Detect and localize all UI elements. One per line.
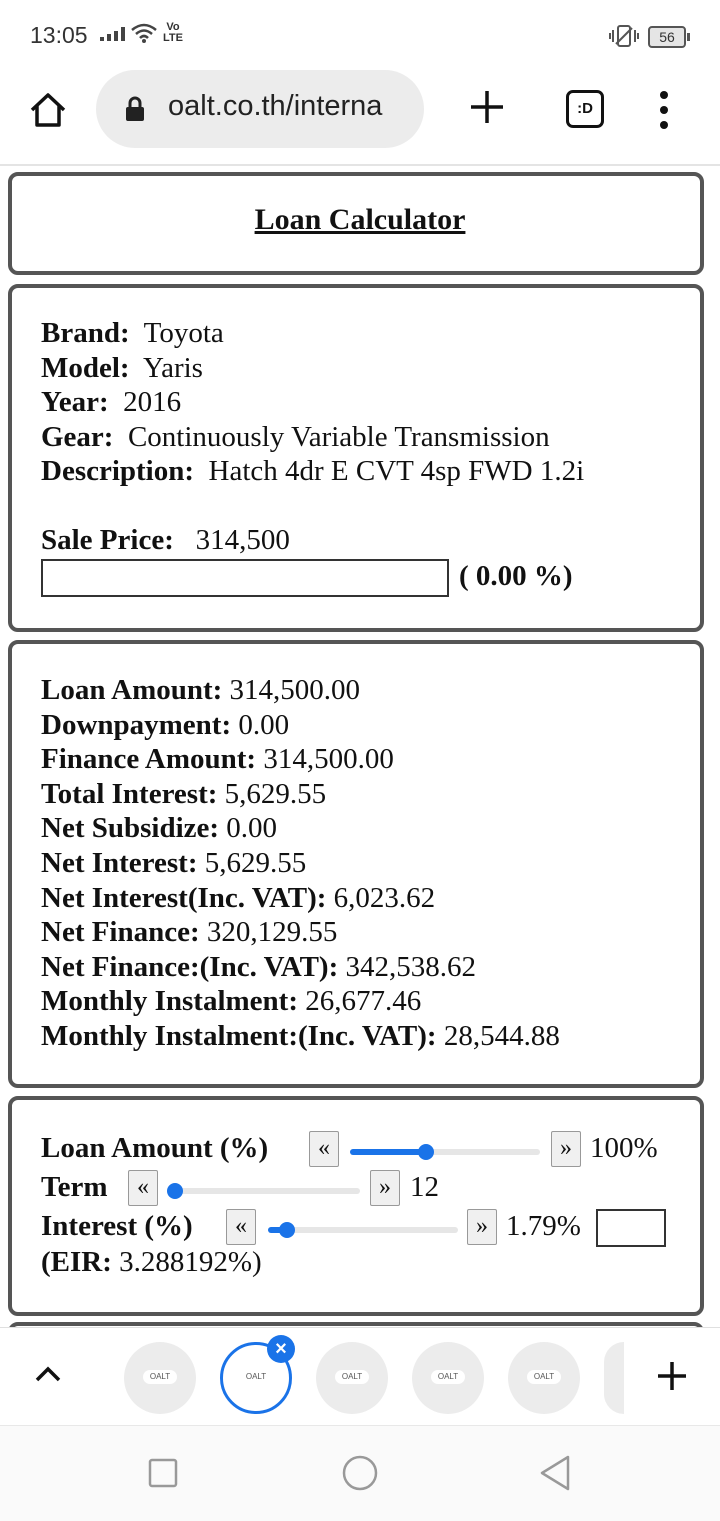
battery-icon: 56 [648, 26, 686, 48]
interest-input[interactable] [596, 1209, 666, 1247]
net-finance-row: Net Finance: 320,129.55 [41, 916, 338, 949]
car-info [41, 316, 584, 489]
car-model: Model: Yaris [41, 351, 203, 384]
lock-icon [124, 96, 146, 122]
close-tab-icon[interactable]: × [267, 1335, 295, 1363]
tab-thumbnail[interactable] [508, 1342, 580, 1414]
term-decrease-button[interactable]: « [128, 1170, 158, 1206]
loan-amount-decrease-button[interactable]: « [309, 1131, 339, 1167]
tab-thumbnail-active[interactable] [220, 1338, 292, 1414]
loan-amount-increase-button[interactable]: » [551, 1131, 581, 1167]
downpayment-row: Downpayment: 0.00 [41, 708, 290, 741]
home-nav-icon[interactable] [341, 1454, 379, 1492]
slider-thumb[interactable] [167, 1183, 183, 1199]
tab-logo: OALT [239, 1370, 273, 1384]
loan-amount-row: Loan Amount: 314,500.00 [41, 674, 361, 706]
interest-value: 1.79% [506, 1210, 581, 1242]
system-nav-bar [0, 1425, 720, 1521]
net-interest-row: Net Interest: 5,629.55 [41, 846, 307, 879]
slider-thumb[interactable] [418, 1144, 434, 1160]
interest-slider[interactable] [268, 1227, 458, 1233]
tab-logo: OALT [527, 1370, 561, 1384]
signal-icon [100, 27, 125, 41]
tab-switcher-button[interactable]: :D [566, 90, 604, 128]
term-value: 12 [410, 1171, 439, 1203]
volte-icon: Vo LTE [163, 21, 183, 44]
tab-logo: OALT [143, 1370, 177, 1384]
tab-logo: OALT [431, 1370, 465, 1384]
address-bar[interactable] [96, 70, 424, 148]
loan-summary [41, 673, 560, 1054]
tab-thumbnail[interactable] [124, 1342, 196, 1414]
status-bar [0, 0, 720, 70]
loan-amount-value: 100% [590, 1132, 658, 1164]
url-text: oalt.co.th/interna [168, 90, 383, 122]
net-interest-vat-row: Net Interest(Inc. VAT): 6,023.62 [41, 881, 436, 914]
eir-text: (EIR: 3.288192%) [41, 1246, 262, 1278]
term-increase-button[interactable]: » [370, 1170, 400, 1206]
interest-decrease-button[interactable]: « [226, 1209, 256, 1245]
back-icon[interactable] [538, 1454, 572, 1492]
finance-amount-row: Finance Amount: 314,500.00 [41, 743, 394, 776]
tab-thumbnail[interactable] [316, 1342, 388, 1414]
wifi-icon [130, 22, 158, 44]
interest-increase-button[interactable]: » [467, 1209, 497, 1245]
sale-price: Sale Price: 314,500 [41, 524, 290, 556]
car-year: Year: 2016 [41, 386, 182, 419]
total-interest-row: Total Interest: 5,629.55 [41, 777, 327, 810]
loan-amount-label: Loan Amount (%) [41, 1132, 269, 1164]
car-gear: Gear: Continuously Variable Transmission [41, 420, 550, 453]
controls-panel [8, 1096, 704, 1316]
term-label: Term [41, 1171, 108, 1203]
recents-icon[interactable] [148, 1458, 178, 1488]
chevron-up-icon[interactable] [34, 1364, 62, 1384]
term-slider[interactable] [170, 1188, 360, 1194]
page-title: Loan Calculator [254, 203, 466, 236]
tab-logo: OALT [335, 1370, 369, 1384]
browser-toolbar [0, 70, 720, 166]
car-description: Description: Hatch 4dr E CVT 4sp FWD 1.2i [41, 455, 585, 488]
car-brand: Brand: Toyota [41, 317, 224, 349]
sale-price-input[interactable] [41, 559, 449, 597]
net-subsidize-row: Net Subsidize: 0.00 [41, 812, 278, 845]
add-tab-icon[interactable] [656, 1360, 688, 1392]
interest-label: Interest (%) [41, 1210, 193, 1242]
tab-strip [0, 1327, 720, 1425]
price-percent: ( 0.00 %) [459, 560, 573, 592]
clock: 13:05 [30, 22, 88, 48]
monthly-instalment-row: Monthly Instalment: 26,677.46 [41, 985, 422, 1018]
new-tab-icon[interactable] [468, 88, 506, 126]
monthly-instalment-vat-row: Monthly Instalment:(Inc. VAT): 28,544.88 [41, 1019, 560, 1052]
home-icon[interactable] [28, 90, 68, 130]
loan-amount-slider[interactable] [350, 1149, 540, 1155]
slider-thumb[interactable] [279, 1222, 295, 1238]
tab-thumbnail-partial[interactable] [604, 1342, 624, 1414]
tab-thumbnail[interactable] [412, 1342, 484, 1414]
more-menu-icon[interactable] [658, 90, 670, 130]
net-finance-vat-row: Net Finance:(Inc. VAT): 342,538.62 [41, 950, 476, 983]
vibrate-icon [608, 24, 640, 48]
